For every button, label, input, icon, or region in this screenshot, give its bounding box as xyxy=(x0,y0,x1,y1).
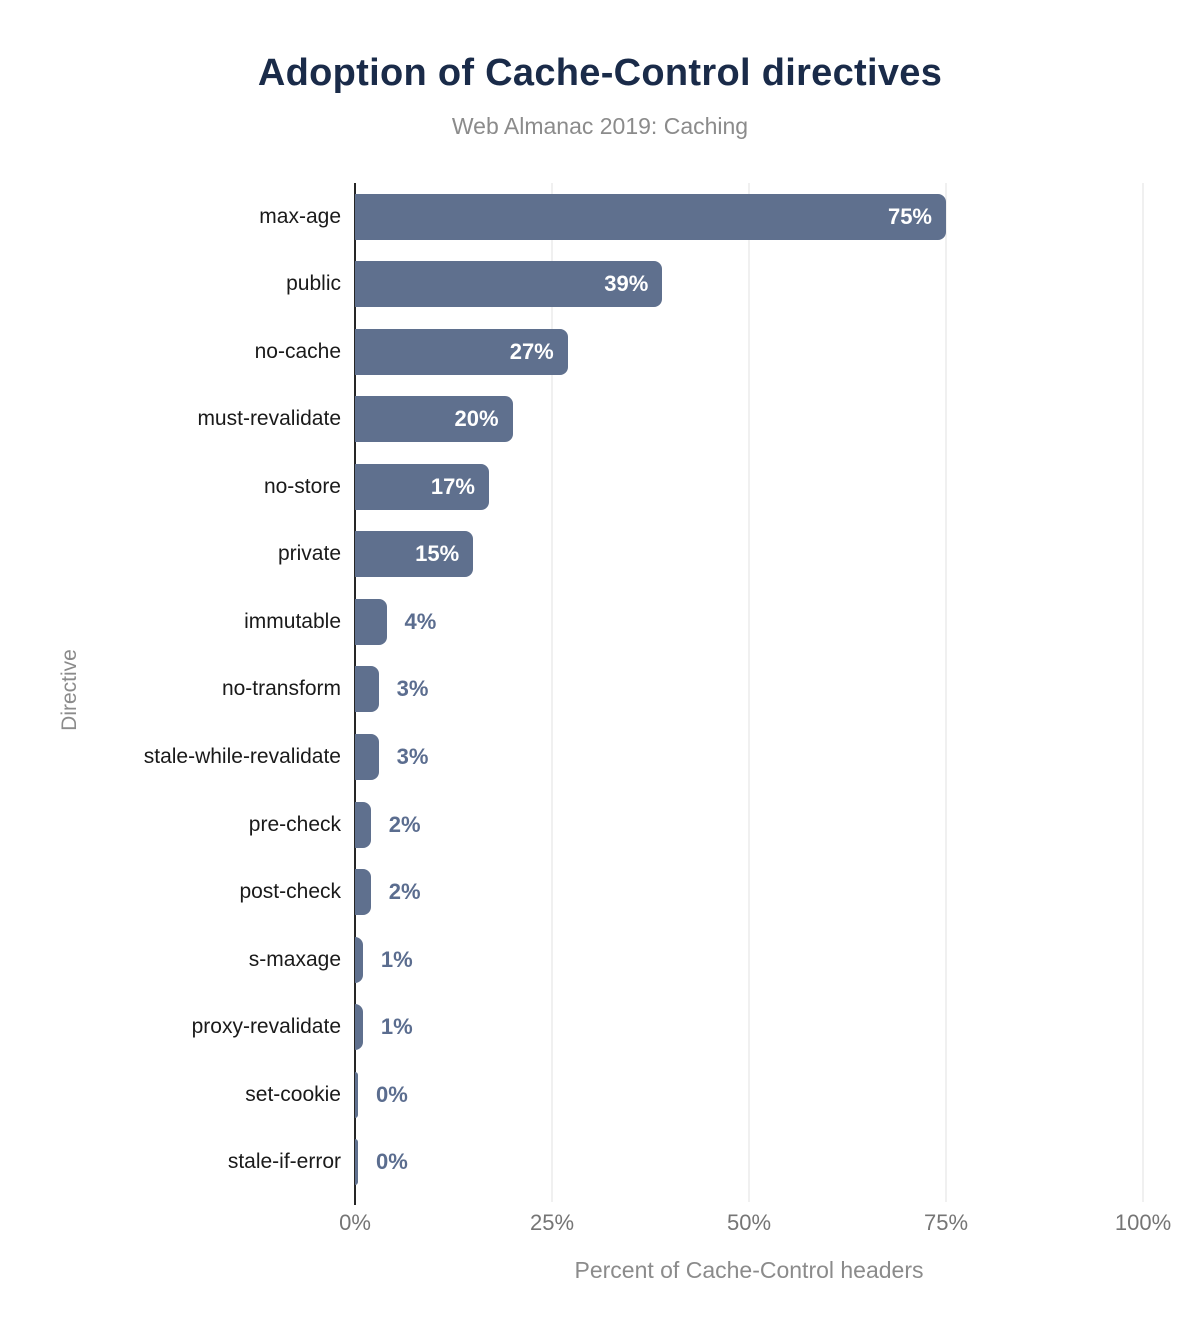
chart-row xyxy=(244,588,1143,656)
value-label: 1% xyxy=(380,946,413,972)
category-label: must-revalidate xyxy=(197,407,341,431)
x-tick-label: 100% xyxy=(1114,1210,1172,1235)
value-label: 39% xyxy=(604,271,649,297)
x-tick-label: 75% xyxy=(923,1210,969,1235)
category-label: no-cache xyxy=(254,339,341,363)
bar xyxy=(355,194,946,240)
bar xyxy=(355,802,371,848)
category-label: public xyxy=(286,272,341,296)
chart-row xyxy=(191,993,1143,1061)
bar xyxy=(355,666,379,712)
bar xyxy=(355,1139,358,1185)
category-label: pre-check xyxy=(248,812,341,836)
chart-row xyxy=(286,251,1143,319)
chart-title: Adoption of Cache-Control directives xyxy=(257,52,943,94)
x-tick-label: 25% xyxy=(529,1210,575,1235)
value-label: 15% xyxy=(415,541,460,567)
value-label: 20% xyxy=(454,406,499,432)
chart-row xyxy=(259,183,1143,251)
category-label: s-maxage xyxy=(248,947,341,971)
category-label: max-age xyxy=(259,204,341,228)
category-label: stale-if-error xyxy=(227,1150,341,1174)
category-label: proxy-revalidate xyxy=(191,1015,341,1039)
y-axis-label: Directive xyxy=(58,649,81,731)
x-tick-label: 50% xyxy=(726,1210,772,1235)
value-label: 3% xyxy=(396,744,429,770)
bar xyxy=(355,1072,358,1118)
value-label: 4% xyxy=(404,608,437,634)
value-label: 27% xyxy=(509,338,554,364)
category-label: stale-while-revalidate xyxy=(143,745,341,769)
category-label: private xyxy=(277,542,341,566)
plot-area xyxy=(143,183,1172,1235)
value-label: 17% xyxy=(430,473,475,499)
chart-row xyxy=(221,656,1143,724)
bar xyxy=(355,599,387,645)
value-label: 0% xyxy=(376,1081,408,1107)
chart-row xyxy=(143,723,1143,791)
category-label: no-store xyxy=(263,474,341,498)
chart-row xyxy=(277,521,1143,589)
value-label: 1% xyxy=(380,1014,413,1040)
chart-row xyxy=(227,1128,1143,1196)
chart-row xyxy=(263,453,1143,521)
value-label: 75% xyxy=(887,203,932,229)
category-label: immutable xyxy=(244,609,341,633)
chart-row xyxy=(197,386,1143,454)
bar xyxy=(355,1004,363,1050)
chart-row xyxy=(245,1061,1143,1129)
category-label: no-transform xyxy=(221,677,341,701)
chart-row xyxy=(248,926,1143,994)
chart-row xyxy=(248,791,1143,859)
chart-row xyxy=(254,318,1143,386)
bar xyxy=(355,937,363,983)
chart-subtitle: Web Almanac 2019: Caching xyxy=(451,113,749,139)
value-label: 0% xyxy=(376,1149,408,1175)
chart-row xyxy=(239,858,1143,926)
bar xyxy=(355,869,371,915)
x-tick-label: 0% xyxy=(339,1210,371,1235)
value-label: 3% xyxy=(396,676,429,702)
x-axis-label: Percent of Cache-Control headers xyxy=(574,1257,924,1283)
value-label: 2% xyxy=(388,811,421,837)
bar xyxy=(355,734,379,780)
category-label: set-cookie xyxy=(245,1082,341,1106)
value-label: 2% xyxy=(388,879,421,905)
category-label: post-check xyxy=(239,880,341,904)
